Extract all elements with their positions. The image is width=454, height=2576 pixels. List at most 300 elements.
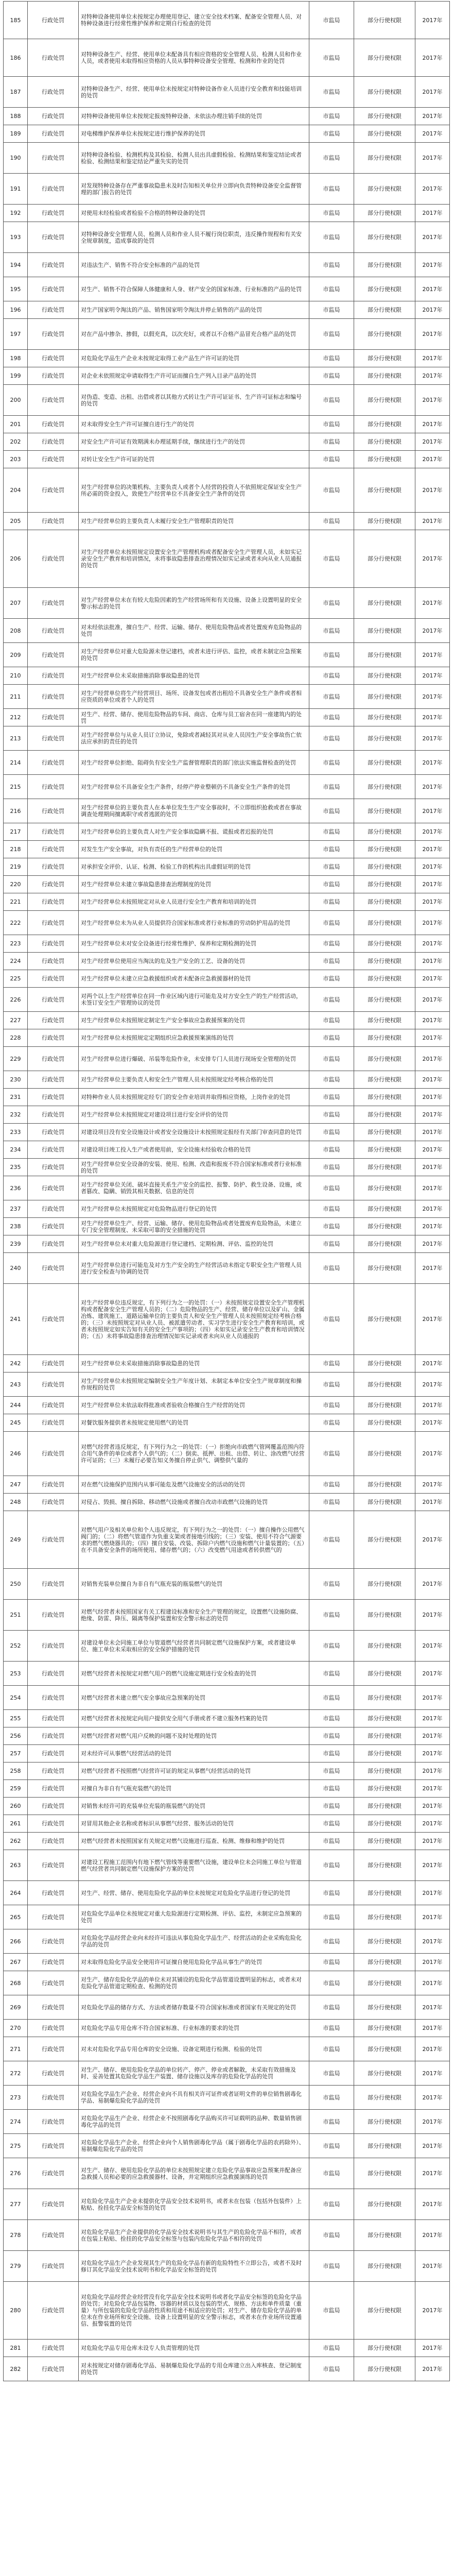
authority-cell: 部分行使权限 (354, 1600, 415, 1631)
department-cell: 市监局 (309, 1600, 354, 1631)
table-row (4, 685, 450, 709)
row-number-cell: 230 (4, 1071, 28, 1089)
department-cell: 市监局 (309, 1727, 354, 1745)
authority-cell: 部分行使权限 (354, 2086, 415, 2110)
authority-cell: 部分行使权限 (354, 588, 415, 619)
authority-cell: 部分行使权限 (354, 1012, 415, 1029)
row-number-cell: 235 (4, 1159, 28, 1176)
row-number-cell: 237 (4, 1200, 28, 1218)
category-cell: 行政处罚 (28, 385, 79, 416)
authority-cell: 部分行使权限 (354, 416, 415, 433)
department-cell: 市监局 (309, 1253, 354, 1284)
item-name-cell: 对建设项目没有安全设施设计或者安全设施设计未按照规定报经有关部门审查同意的处罚 (79, 1124, 309, 1141)
department-cell: 市监局 (309, 709, 354, 726)
date-cell: 2017年 (415, 1029, 450, 1047)
department-cell: 市监局 (309, 108, 354, 125)
date-cell: 2017年 (415, 1476, 450, 1494)
department-cell: 市监局 (309, 1012, 354, 1029)
authority-cell: 部分行使权限 (354, 2251, 415, 2282)
department-cell: 市监局 (309, 1397, 354, 1414)
row-number-cell: 255 (4, 1710, 28, 1727)
department-cell: 市监局 (309, 1631, 354, 1662)
date-cell: 2017年 (415, 1494, 450, 1511)
authority-cell: 部分行使权限 (354, 108, 415, 125)
row-number-cell: 270 (4, 2020, 28, 2037)
category-cell: 行政处罚 (28, 2134, 79, 2158)
table-row (4, 77, 450, 108)
table-row (4, 1047, 450, 1071)
authority-cell: 部分行使权限 (354, 667, 415, 685)
row-number-cell: 263 (4, 1850, 28, 1881)
table-row (4, 1815, 450, 1833)
date-cell: 2017年 (415, 174, 450, 205)
authority-cell: 部分行使权限 (354, 911, 415, 935)
item-name-cell: 对危险化学品专用仓库不符合国家标准、行业标准的要求的处罚 (79, 2020, 309, 2037)
table-row (4, 1511, 450, 1569)
row-number-cell: 231 (4, 1089, 28, 1106)
department-cell: 市监局 (309, 876, 354, 893)
date-cell: 2017年 (415, 319, 450, 350)
department-cell: 市监局 (309, 1762, 354, 1780)
authority-cell: 部分行使权限 (354, 222, 415, 253)
category-cell: 行政处罚 (28, 893, 79, 911)
category-cell: 行政处罚 (28, 1745, 79, 1762)
row-number-cell: 236 (4, 1176, 28, 1200)
department-cell: 市监局 (309, 1432, 354, 1476)
category-cell: 行政处罚 (28, 39, 79, 77)
category-cell: 行政处罚 (28, 1995, 79, 2020)
row-number-cell: 248 (4, 1494, 28, 1511)
table-row (4, 1071, 450, 1089)
item-name-cell: 对未按规定对储存剧毒化学品、易制爆危险化学品的专用仓库建立出入库核查、登记制度的处罚 (79, 2357, 309, 2381)
item-name-cell: 对生产经营单位未按照规定设置安全生产管理机构或者配备安全生产管理人员，未如实记录安全生产教育和培训情况，未将事故隐患排查治理情况如实记录或者未向从业人员通报的处罚 (79, 530, 309, 588)
item-name-cell: 对在燃气设施保护范围内从事可能危及燃气设施安全的活动的处罚 (79, 1476, 309, 1494)
date-cell: 2017年 (415, 709, 450, 726)
item-name-cell: 对未取得危险化学品安全使用许可证擅自使用危险化学品从事生产的处罚 (79, 1954, 309, 1971)
category-cell: 行政处罚 (28, 1727, 79, 1745)
category-cell: 行政处罚 (28, 1600, 79, 1631)
item-name-cell: 对冒用其他企业名称或者标识从事燃气经营、服务活动的处罚 (79, 1815, 309, 1833)
date-cell: 2017年 (415, 1372, 450, 1397)
table-row (4, 385, 450, 416)
item-name-cell: 对发生生产安全事故，对负有责任的生产经营单位的处罚 (79, 841, 309, 858)
row-number-cell: 258 (4, 1762, 28, 1780)
authority-cell: 部分行使权限 (354, 367, 415, 385)
row-number-cell: 239 (4, 1235, 28, 1253)
table-row (4, 2110, 450, 2134)
department-cell: 市监局 (309, 2340, 354, 2357)
category-cell: 行政处罚 (28, 2, 79, 39)
row-number-cell: 273 (4, 2086, 28, 2110)
item-name-cell: 对危险化学品生产企业提供的化学品安全技术说明书与其生产的危险化学品不相符，或者在包装上粘贴、拴挂的化学品安全标签与包装内危险化学品不相符的处罚 (79, 2220, 309, 2251)
row-number-cell: 196 (4, 301, 28, 319)
table-row (4, 2282, 450, 2340)
table-row (4, 2134, 450, 2158)
department-cell: 市监局 (309, 988, 354, 1012)
department-cell: 市监局 (309, 1218, 354, 1235)
date-cell: 2017年 (415, 1798, 450, 1815)
table-row (4, 751, 450, 775)
table-row (4, 253, 450, 277)
item-name-cell: 对特种设备检验、检测机构及其检验、检测人员出具虚假检验、检测结果和鉴定结论或者检验、检测结果和鉴定结论严重失实的处罚 (79, 143, 309, 174)
row-number-cell: 254 (4, 1686, 28, 1710)
item-name-cell: 对建设项目竣工投入生产或者使用前，安全设施未经验收合格的处罚 (79, 1141, 309, 1159)
department-cell: 市监局 (309, 277, 354, 301)
row-number-cell: 216 (4, 799, 28, 823)
row-number-cell: 265 (4, 1905, 28, 1929)
table-row (4, 1253, 450, 1284)
department-cell: 市监局 (309, 2220, 354, 2251)
authority-cell: 部分行使权限 (354, 1124, 415, 1141)
row-number-cell: 213 (4, 726, 28, 751)
department-cell: 市监局 (309, 1833, 354, 1850)
table-row (4, 1159, 450, 1176)
row-number-cell: 215 (4, 775, 28, 799)
department-cell: 市监局 (309, 468, 354, 513)
department-cell: 市监局 (309, 1850, 354, 1881)
table-row (4, 39, 450, 77)
date-cell: 2017年 (415, 108, 450, 125)
category-cell: 行政处罚 (28, 530, 79, 588)
item-name-cell: 对生产经营单位未按照规定对建设项目进行安全评价的处罚 (79, 1106, 309, 1124)
authority-cell: 部分行使权限 (354, 1569, 415, 1600)
department-cell: 市监局 (309, 39, 354, 77)
category-cell: 行政处罚 (28, 1569, 79, 1600)
authority-cell: 部分行使权限 (354, 468, 415, 513)
authority-cell: 部分行使权限 (354, 2, 415, 39)
category-cell: 行政处罚 (28, 1432, 79, 1476)
category-cell: 行政处罚 (28, 1631, 79, 1662)
authority-cell: 部分行使权限 (354, 841, 415, 858)
department-cell: 市监局 (309, 1798, 354, 1815)
category-cell: 行政处罚 (28, 1235, 79, 1253)
item-name-cell: 对安全生产许可证有效期满未办理延期手续，继续进行生产的处罚 (79, 433, 309, 451)
item-name-cell: 对生产经营单位未采取措施消除事故隐患的处罚 (79, 1355, 309, 1372)
item-name-cell: 对生产经营单位进行爆破、吊装等危险作业，未安排专门人员进行现场安全管理的处罚 (79, 1047, 309, 1071)
category-cell: 行政处罚 (28, 1905, 79, 1929)
authority-cell: 部分行使权限 (354, 205, 415, 222)
category-cell: 行政处罚 (28, 1029, 79, 1047)
department-cell: 市监局 (309, 1284, 354, 1355)
category-cell: 行政处罚 (28, 685, 79, 709)
date-cell: 2017年 (415, 2357, 450, 2381)
category-cell: 行政处罚 (28, 1200, 79, 1218)
table-row (4, 841, 450, 858)
table-row (4, 2189, 450, 2220)
authority-cell: 部分行使权限 (354, 2134, 415, 2158)
item-name-cell: 对燃气用户及相关单位和个人违反规定，有下列行为之一的处罚：（一）擅自操作公用燃气阀门的；（二）将燃气管道作为负重支架或者接地引线的；（三）安装、使用不符合气源要求的燃气燃烧器具的；（四）擅自安装、改装、拆除户内燃气设施和燃气计量装置的；（五）在不具备安全条件的场所使用、储存燃气的；（六）改变燃气用途或者转供燃气的 (79, 1511, 309, 1569)
item-name-cell: 对生产经营单位使用应当淘汰的危及生产安全的工艺、设备的处罚 (79, 953, 309, 970)
authority-cell: 部分行使权限 (354, 751, 415, 775)
date-cell: 2017年 (415, 513, 450, 530)
table-row (4, 1833, 450, 1850)
authority-cell: 部分行使权限 (354, 143, 415, 174)
category-cell: 行政处罚 (28, 433, 79, 451)
table-row (4, 367, 450, 385)
department-cell: 市监局 (309, 953, 354, 970)
row-number-cell: 260 (4, 1798, 28, 1815)
authority-cell: 部分行使权限 (354, 858, 415, 876)
row-number-cell: 247 (4, 1476, 28, 1494)
department-cell: 市监局 (309, 1745, 354, 1762)
table-row (4, 108, 450, 125)
row-number-cell: 228 (4, 1029, 28, 1047)
row-number-cell: 208 (4, 619, 28, 643)
row-number-cell: 279 (4, 2251, 28, 2282)
row-number-cell: 229 (4, 1047, 28, 1071)
table-row (4, 667, 450, 685)
item-name-cell: 对生产经营单位与从业人员订立协议，免除或者减轻其对从业人员因生产安全事故伤亡依法应承担的责任的处罚 (79, 726, 309, 751)
authority-cell: 部分行使权限 (354, 277, 415, 301)
date-cell: 2017年 (415, 1235, 450, 1253)
category-cell: 行政处罚 (28, 588, 79, 619)
department-cell: 市监局 (309, 416, 354, 433)
category-cell: 行政处罚 (28, 1284, 79, 1355)
authority-cell: 部分行使权限 (354, 1662, 415, 1686)
date-cell: 2017年 (415, 1971, 450, 1995)
item-name-cell: 对违法生产、销售不符合安全标准的产品的处罚 (79, 253, 309, 277)
date-cell: 2017年 (415, 2110, 450, 2134)
item-name-cell: 对擅自为非自有气瓶充装燃气的处罚 (79, 1780, 309, 1798)
authority-cell: 部分行使权限 (354, 1414, 415, 1432)
authority-cell: 部分行使权限 (354, 893, 415, 911)
department-cell: 市监局 (309, 367, 354, 385)
date-cell: 2017年 (415, 841, 450, 858)
item-name-cell: 对生产经营单位未对安全设备进行经常性维护、保养和定期检测的处罚 (79, 935, 309, 953)
authority-cell: 部分行使权限 (354, 2220, 415, 2251)
row-number-cell: 256 (4, 1727, 28, 1745)
authority-cell: 部分行使权限 (354, 1200, 415, 1218)
item-name-cell: 对销售未经许可的充装单位充装的瓶装燃气的处罚 (79, 1798, 309, 1815)
department-cell: 市监局 (309, 350, 354, 367)
department-cell: 市监局 (309, 2251, 354, 2282)
table-row (4, 1600, 450, 1631)
authority-cell: 部分行使权限 (354, 77, 415, 108)
table-row (4, 1494, 450, 1511)
row-number-cell: 202 (4, 433, 28, 451)
table-row (4, 1235, 450, 1253)
table-row (4, 1631, 450, 1662)
row-number-cell: 238 (4, 1218, 28, 1235)
authority-cell: 部分行使权限 (354, 1284, 415, 1355)
table-row (4, 1284, 450, 1355)
department-cell: 市监局 (309, 143, 354, 174)
department-cell: 市监局 (309, 530, 354, 588)
table-row (4, 823, 450, 841)
category-cell: 行政处罚 (28, 1511, 79, 1569)
table-row (4, 1745, 450, 1762)
table-row (4, 277, 450, 301)
item-name-cell: 对危险化学品经营企业经营没有化学品安全技术说明书或者化学品安全标签的危险化学品的处罚；对危险化学品包装物、容器的材质以及包装的型式、规格、方法和单件质量（重量）与所包装的危险化学品的性质和用途不相适应的处罚；对生产、储存危险化学品的单位未在作业场所和安全设施、设备上设置明显的安全警示标志，或者未在作业场所设置通信、报警装置的处罚 (79, 2282, 309, 2340)
row-number-cell: 209 (4, 643, 28, 667)
row-number-cell: 188 (4, 108, 28, 125)
department-cell: 市监局 (309, 1881, 354, 1905)
category-cell: 行政处罚 (28, 643, 79, 667)
category-cell: 行政处罚 (28, 2061, 79, 2086)
item-name-cell: 对生产经营单位未按照规定制定生产安全事故应急救援预案的处罚 (79, 1012, 309, 1029)
department-cell: 市监局 (309, 1815, 354, 1833)
item-name-cell: 对生产国家明令淘汰的产品、销售国家明令淘汰并停止销售的产品的处罚 (79, 301, 309, 319)
date-cell: 2017年 (415, 143, 450, 174)
category-cell: 行政处罚 (28, 350, 79, 367)
item-name-cell: 对生产经营单位的主要负责人在本单位发生生产安全事故时，不立即组织抢救或者在事故调查处理期间擅离职守或者逃匿的处罚 (79, 799, 309, 823)
category-cell: 行政处罚 (28, 1071, 79, 1089)
date-cell: 2017年 (415, 277, 450, 301)
table-row (4, 2086, 450, 2110)
row-number-cell: 191 (4, 174, 28, 205)
authority-cell: 部分行使权限 (354, 1047, 415, 1071)
category-cell: 行政处罚 (28, 2110, 79, 2134)
row-number-cell: 266 (4, 1929, 28, 1954)
item-name-cell: 对承担安全评价、认证、检测、检验工作的机构出具虚假证明的处罚 (79, 858, 309, 876)
authority-cell: 部分行使权限 (354, 726, 415, 751)
authority-cell: 部分行使权限 (354, 1029, 415, 1047)
table-row (4, 1762, 450, 1780)
date-cell: 2017年 (415, 953, 450, 970)
table-row (4, 988, 450, 1012)
category-cell: 行政处罚 (28, 2282, 79, 2340)
authority-cell: 部分行使权限 (354, 1727, 415, 1745)
row-number-cell: 185 (4, 2, 28, 39)
department-cell: 市监局 (309, 319, 354, 350)
authority-cell: 部分行使权限 (354, 1372, 415, 1397)
department-cell: 市监局 (309, 775, 354, 799)
department-cell: 市监局 (309, 667, 354, 685)
table-row (4, 1432, 450, 1476)
authority-cell: 部分行使权限 (354, 1710, 415, 1727)
department-cell: 市监局 (309, 2086, 354, 2110)
row-number-cell: 234 (4, 1141, 28, 1159)
date-cell: 2017年 (415, 1106, 450, 1124)
item-name-cell: 对生产经营单位进行可能危及对方生产安全的生产经营活动未指定专职安全生产管理人员进行安全检查与协调的处罚 (79, 1253, 309, 1284)
authority-cell: 部分行使权限 (354, 1780, 415, 1798)
row-number-cell: 262 (4, 1833, 28, 1850)
table-row (4, 222, 450, 253)
authority-cell: 部分行使权限 (354, 953, 415, 970)
table-row (4, 588, 450, 619)
department-cell: 市监局 (309, 588, 354, 619)
row-number-cell: 220 (4, 876, 28, 893)
category-cell: 行政处罚 (28, 911, 79, 935)
category-cell: 行政处罚 (28, 174, 79, 205)
row-number-cell: 274 (4, 2110, 28, 2134)
category-cell: 行政处罚 (28, 1012, 79, 1029)
category-cell: 行政处罚 (28, 108, 79, 125)
authority-cell: 部分行使权限 (354, 1511, 415, 1569)
table-row (4, 1372, 450, 1397)
row-number-cell: 193 (4, 222, 28, 253)
table-row (4, 416, 450, 433)
row-number-cell: 218 (4, 841, 28, 858)
item-name-cell: 对燃气经营者未建立燃气安全事故应急预案的处罚 (79, 1686, 309, 1710)
authority-cell: 部分行使权限 (354, 1235, 415, 1253)
category-cell: 行政处罚 (28, 277, 79, 301)
category-cell: 行政处罚 (28, 1253, 79, 1284)
row-number-cell: 243 (4, 1372, 28, 1397)
row-number-cell: 206 (4, 530, 28, 588)
category-cell: 行政处罚 (28, 1833, 79, 1850)
date-cell: 2017年 (415, 1881, 450, 1905)
table-row (4, 1476, 450, 1494)
department-cell: 市监局 (309, 2189, 354, 2220)
department-cell: 市监局 (309, 2282, 354, 2340)
item-name-cell: 对生产经营单位未按照规定对从业人员进行安全生产教育和培训的处罚 (79, 893, 309, 911)
authority-cell: 部分行使权限 (354, 39, 415, 77)
department-cell: 市监局 (309, 174, 354, 205)
department-cell: 市监局 (309, 2020, 354, 2037)
row-number-cell: 277 (4, 2189, 28, 2220)
category-cell: 行政处罚 (28, 667, 79, 685)
department-cell: 市监局 (309, 1089, 354, 1106)
row-number-cell: 280 (4, 2282, 28, 2340)
row-number-cell: 281 (4, 2340, 28, 2357)
date-cell: 2017年 (415, 2340, 450, 2357)
table-row (4, 1355, 450, 1372)
item-name-cell: 对燃气经营者未按规定对燃气用户的燃气设施定期进行安全检查的处罚 (79, 1662, 309, 1686)
category-cell: 行政处罚 (28, 253, 79, 277)
table-row (4, 205, 450, 222)
table-row (4, 1089, 450, 1106)
date-cell: 2017年 (415, 775, 450, 799)
date-cell: 2017年 (415, 350, 450, 367)
item-name-cell: 对特种设备安全管理人员、检测人员和作业人员不履行岗位职责，违反操作规程和有关安全规章制度，造成事故的处罚 (79, 222, 309, 253)
date-cell: 2017年 (415, 1905, 450, 1929)
authority-cell: 部分行使权限 (354, 1218, 415, 1235)
item-name-cell: 对生产经营单位未为从业人员提供符合国家标准或者行业标准的劳动防护用品的处罚 (79, 911, 309, 935)
row-number-cell: 244 (4, 1397, 28, 1414)
department-cell: 市监局 (309, 858, 354, 876)
item-name-cell: 对危险化学品生产企业、经营企业向个人销售剧毒化学品（属于剧毒化学品的农药除外）、易制爆危险化学品的处罚 (79, 2134, 309, 2158)
date-cell: 2017年 (415, 988, 450, 1012)
date-cell: 2017年 (415, 876, 450, 893)
row-number-cell: 222 (4, 911, 28, 935)
row-number-cell: 267 (4, 1954, 28, 1971)
item-name-cell: 对生产经营单位违反规定，有下列行为之一的处罚：（一）未按照规定设置安全生产管理机构或者配备安全生产管理人员的；（二）危险物品的生产、经营、储存单位以及矿山、金属冶炼、建筑施工、道路运输单位的主要负责人和安全生产管理人员未按照规定经考核合格的；（三）未按照规定对从业人员、被派遣劳动者、实习学生进行安全生产教育和培训，或者未按照规定如实告知有关的安全生产事项的；（四）未如实记录安全生产教育和培训情况的；（五）未将事故隐患排查治理情况如实记录或者未向从业人员通报的 (79, 1284, 309, 1355)
item-name-cell: 对燃气经营者未按规定向用户提供安全用气手册或者不建立服务档案的处罚 (79, 1710, 309, 1727)
date-cell: 2017年 (415, 751, 450, 775)
department-cell: 市监局 (309, 1159, 354, 1176)
date-cell: 2017年 (415, 1071, 450, 1089)
category-cell: 行政处罚 (28, 319, 79, 350)
authority-cell: 部分行使权限 (354, 451, 415, 468)
row-number-cell: 249 (4, 1511, 28, 1569)
department-cell: 市监局 (309, 2134, 354, 2158)
item-name-cell: 对销售充装单位擅自为非自有气瓶充装的瓶装燃气的处罚 (79, 1569, 309, 1600)
authority-cell: 部分行使权限 (354, 1745, 415, 1762)
department-cell: 市监局 (309, 451, 354, 468)
row-number-cell: 241 (4, 1284, 28, 1355)
authority-cell: 部分行使权限 (354, 1253, 415, 1284)
table-row (4, 1929, 450, 1954)
item-name-cell: 对危险化学品单位未按规定对重大危险源进行定期检测、评估、监控，未制定应急预案的处罚 (79, 1905, 309, 1929)
department-cell: 市监局 (309, 619, 354, 643)
table-row (4, 1881, 450, 1905)
date-cell: 2017年 (415, 1176, 450, 1200)
date-cell: 2017年 (415, 1710, 450, 1727)
item-name-cell: 对未经许可从事燃气经营活动的处罚 (79, 1745, 309, 1762)
item-name-cell: 对特种设备生产、经营、使用单位未按规定对特种设备作业人员进行安全教育和技能培训的处罚 (79, 77, 309, 108)
department-cell: 市监局 (309, 1106, 354, 1124)
table-row (4, 1995, 450, 2020)
department-cell: 市监局 (309, 1780, 354, 1798)
authority-cell: 部分行使权限 (354, 988, 415, 1012)
row-number-cell: 232 (4, 1106, 28, 1124)
date-cell: 2017年 (415, 1762, 450, 1780)
department-cell: 市监局 (309, 643, 354, 667)
category-cell: 行政处罚 (28, 2220, 79, 2251)
authority-cell: 部分行使权限 (354, 1954, 415, 1971)
row-number-cell: 275 (4, 2134, 28, 2158)
